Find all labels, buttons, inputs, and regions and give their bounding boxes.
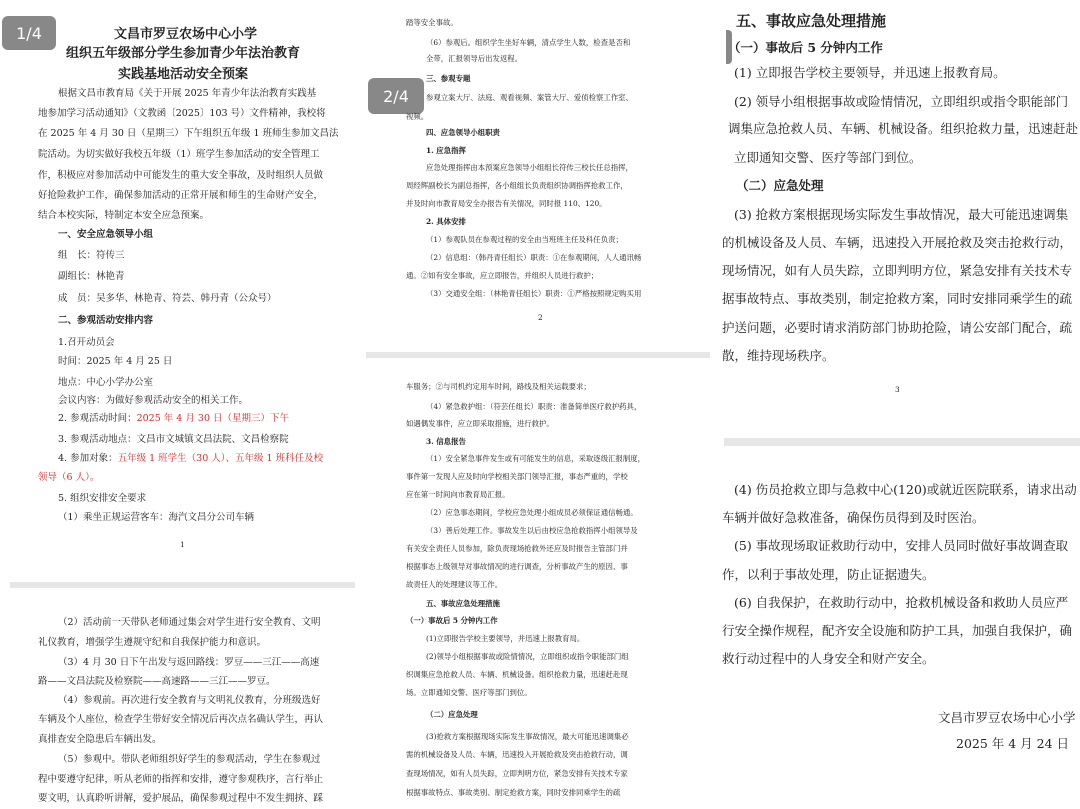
subheading-5-1: （一）事故后 5 分钟内工作 <box>406 616 498 625</box>
item-6-line: （6）参观后。组织学生坐好车辆，清点学生人数，检查是否和 <box>426 38 631 47</box>
middle-column <box>366 0 710 809</box>
measure-line-large: (1) 立即报告学校主要领导，并迅速上报教育局。 <box>734 65 1006 80</box>
page2-line: 要文明，认真聆听讲解，爱护展品，确保参观过程中不发生拥挤、踩 <box>38 793 324 804</box>
meeting-content: 会议内容：为做好参观活动安全的相关工作。 <box>58 395 249 406</box>
page-badge-2: 2/4 <box>368 78 424 114</box>
measure-line: 场。立即通知交警、医疗等部门到位。 <box>406 688 532 697</box>
section-heading-4: 四、应急领导小组职责 <box>426 128 500 137</box>
item-2 <box>58 410 289 424</box>
subheading-5-2-large: （二）应急处理 <box>736 178 824 193</box>
command-line: 并及时向市教育局安全办报告有关情况，同时报 110、120。 <box>406 199 607 208</box>
info-line: 事件第一发现人应及时向学校相关部门领导汇报，事态严重的，学校 <box>406 472 628 481</box>
subheading-5-2: （二）应急处理 <box>426 710 478 719</box>
item-4 <box>58 450 323 464</box>
page-separator <box>366 352 710 358</box>
doc-title-line1: 文昌市罗豆农场中心小学 <box>114 27 258 42</box>
arrangement-line: 通。②如有安全事故，应立即报告，并组织人员进行救护； <box>406 271 599 280</box>
measure-line-large: (2) 领导小组根据事故或险情情况，立即组织或指令职能部门 <box>734 94 1069 109</box>
item-6-line: 全带，汇报领导后出发返程。 <box>426 54 523 63</box>
item-3: 3. 参观活动地点：文昌市文城镇文昌法院、文昌检察院 <box>58 434 289 445</box>
item-4-label: 4. 参加对象： <box>58 453 118 464</box>
measure-line: 根据事故特点、事故类别、制定抢救方案，同时安排同乘学生的疏 <box>406 788 621 797</box>
measure-line-large: (6) 自我保护，在救助行动中，抢救机械设备和救助人员应严 <box>734 595 1069 610</box>
transport-line: 车服务；②与司机约定用车时间，路线及相关运载要求； <box>406 382 591 391</box>
info-line: （2）应急事态期间，学校应急处理小组成员必须保证通信畅通。 <box>426 508 638 517</box>
vice-leader-line: 副组长：林艳青 <box>58 271 125 282</box>
page2-line: 车辆及个人座位，检查学生带好安全情况后再次点名确认学生，再认 <box>38 714 324 725</box>
page-number-2: 2 <box>538 313 543 322</box>
measure-line-large: (3) 抢救方案根据现场实际发生事故情况，最大可能迅速调集 <box>734 207 1069 222</box>
page2-line: （2）活动前一天带队老师通过集会对学生进行安全教育、文明 <box>58 617 321 628</box>
item-5: 5. 组织安排安全要求 <box>58 493 147 504</box>
meeting-time: 时间：2025 年 4 月 25 日 <box>58 356 173 367</box>
rescue-line: （4）紧急救护组：（符芸任组长）职责：准备简单医疗救护药具， <box>426 402 642 411</box>
measure-line-large: 的机械设备及人员、车辆，迅速投入开展抢救及突击抢救行动， <box>722 235 1073 250</box>
item-4-value: 五年级 1 班学生（30 人）、五年级 1 班科任及校 <box>117 453 324 464</box>
signature-date: 2025 年 4 月 24 日 <box>956 736 1070 751</box>
measure-line-large: 行安全操作规程，配齐安全设施和防护工具，加强自我保护，确 <box>722 623 1073 638</box>
arrangement-line: （3）交通安全组：（林艳青任组长）职责：①严格按照规定购买用 <box>426 289 642 298</box>
signature-organization: 文昌市罗豆农场中心小学 <box>938 710 1076 725</box>
page-number-1: 1 <box>180 540 185 549</box>
measure-line-large: 护送问题，必要时请求消防部门协助抢险，请公安部门配合，疏 <box>722 320 1073 335</box>
page2-line: 路——文昌法院及检察院——高速路——三江——罗豆。 <box>38 676 276 687</box>
info-line: 根据事态上级领导对事故情况的进行调查，分析事故产生的原因、事 <box>406 562 628 571</box>
measure-line-large: (5) 事故现场取证救助行动中，安排人员同时做好事故调查取 <box>734 538 1069 553</box>
section-heading-5: 五、事故应急处理措施 <box>426 599 500 608</box>
measure-line-large: 立即通知交警、医疗等部门到位。 <box>734 150 922 165</box>
item-1: 1.召开动员会 <box>58 337 115 348</box>
duty-1-heading: 1. 应急指挥 <box>426 146 466 155</box>
measure-line-large: 作，以利于事故处理，防止证据遗失。 <box>722 567 935 582</box>
item-2-value: 2025 年 4 月 30 日（星期三）下午 <box>136 413 290 424</box>
item-2-label: 2. 参观活动时间： <box>58 413 137 424</box>
page-number-3: 3 <box>895 385 900 394</box>
measure-line-large: (4) 伤员抢救立即与急救中心(120)或就近医院联系，请求出动 <box>734 482 1077 497</box>
intro-line: 在 2025 年 4 月 30 日（星期三）下午组织五年级 1 班师生参加文昌法 <box>38 128 339 139</box>
page2-line: 真排查安全隐患后车辆出发。 <box>38 734 162 745</box>
measure-line-large: 救行动过程中的人身安全和财产安全。 <box>722 651 935 666</box>
info-line: 有关安全责任人员参加，除负责现场抢救外还应及时报告主管部门并 <box>406 544 628 553</box>
info-line: （3）善后处理工作。事故发生以后由校应急抢救指挥小组领导及 <box>426 526 638 535</box>
measure-line-large: 散，维持现场秩序。 <box>722 348 835 363</box>
section-heading-5-large: 五、事故应急处理措施 <box>736 12 887 30</box>
measure-line-large: 车辆并做好急救准备，确保伤员得到及时医治。 <box>722 510 985 525</box>
measure-line: (2)领导小组根据事故或险情情况，立即组织或指令职能部门组 <box>426 652 629 661</box>
page2-line: 礼仪教育，增强学生遵规守纪和自我保护能力和意识。 <box>38 637 267 648</box>
duty-3-heading: 3. 信息报告 <box>426 437 466 446</box>
intro-line: 地参加学习活动通知》（文教函〔2025〕103 号）文件精神，我校将 <box>38 108 326 119</box>
intro-line: 结合本校实际，特制定本安全应急预案。 <box>38 210 210 221</box>
page2-line: （5）参观中。带队老师组织好学生的参观活动，学生在参观过 <box>58 754 321 765</box>
members-line: 成 员：吴多华、林艳青、符芸、韩丹青（公众号） <box>58 293 277 304</box>
page-separator <box>10 582 355 588</box>
topic-line: 参观立案大厅、法庭、观看视频、案管大厅、爱侦检察工作室、 <box>426 93 633 102</box>
intro-line: 根据文昌市教育局《关于开展 2025 年青少年法治教育实践基 <box>58 88 317 99</box>
measure-line: 需的机械设备及人员、车辆，迅速投入开展抢救及突击抢救行动，调 <box>406 750 628 759</box>
measure-line: (3)抢救方案根据现场实际发生事故情况，最大可能迅速调集必 <box>426 732 629 741</box>
rescue-line: 如遇偶发事件，应立即采取措施，进行救护。 <box>406 419 554 428</box>
item-5-1: （1）乘坐正规运营客车：海汽文昌分公司车辆 <box>58 512 255 523</box>
leader-line: 组 长：符传三 <box>58 250 125 261</box>
right-column <box>714 0 1080 809</box>
measure-line-large: 据事故特点、事故类别，制定抢救方案，同时安排同乘学生的疏 <box>722 291 1073 306</box>
measure-line: 织调集应急抢救人员、车辆、机械设备。组织抢救力量，迅速赶赴现 <box>406 670 628 679</box>
meeting-place: 地点：中心小学办公室 <box>58 377 154 388</box>
item-4-value-cont: 领导（6 人）。 <box>38 472 100 483</box>
arrangement-line: （1）参观队员在参观过程的安全由当班班主任及科任负责； <box>426 235 623 244</box>
command-line: 周经辉副校长为副总指挥，各小组组长负责组织协调指挥抢救工作， <box>406 181 628 190</box>
doc-title-line3: 实践基地活动安全预案 <box>118 67 249 82</box>
info-line: 应在第一时间向市教育局汇报。 <box>406 490 510 499</box>
section-heading-2: 二、参观活动安排内容 <box>58 315 154 326</box>
page-separator <box>724 438 1080 446</box>
info-line: 故责任人的处理建议等工作。 <box>406 580 503 589</box>
page2-line: 程中要遵守纪律，听从老师的指挥和安排，遵守参观秩序，言行举止 <box>38 774 324 785</box>
info-line: （1）安全紧急事件发生或有可能发生的信息，采取逐级汇报制度， <box>426 454 646 463</box>
measure-line: (1)立即报告学校主要领导，并迅速上报教育局。 <box>426 634 585 643</box>
topic-line: 视频。 <box>406 112 429 121</box>
section-heading-3: 三、参观专题 <box>426 74 471 83</box>
subheading-5-1-large: （一）事故后 5 分钟内工作 <box>728 40 883 55</box>
arrangement-line: （2）信息组：（韩丹青任组长）职责：①在参观期间，人人通讯畅 <box>426 253 642 262</box>
measure-line-large: 现场情况，如有人员失踪，立即判明方位，紧急安排有关技术专 <box>722 263 1073 278</box>
intro-line: 院活动。为切实做好我校五年级（1）班学生参加活动的安全管理工 <box>38 149 320 160</box>
duty-2-heading: 2. 具体安排 <box>426 217 466 226</box>
left-column <box>0 0 360 809</box>
page2-line: （3）4 月 30 日下午出发与返回路线：罗豆——三江——高速 <box>58 657 320 668</box>
doc-title-line2: 组织五年级部分学生参加青少年法治教育 <box>66 46 301 61</box>
intro-line: 好抢险救护工作，确保参加活动的正常开展和师生的生命财产安全， <box>38 190 324 201</box>
measure-line-large: 调集应急抢救人员、车辆、机械设备。组织抢救力量，迅速赶赴 <box>728 121 1079 136</box>
command-line: 应急处理指挥由本预案应急领导小组组长符传三校长任总指挥， <box>426 163 633 172</box>
intro-line: 作，积极应对参加活动中可能发生的重大安全事故，及时组织人员做 <box>38 170 324 181</box>
continued-line: 踏等安全事故。 <box>406 18 458 27</box>
section-heading-1: 一、安全应急领导小组 <box>58 229 154 240</box>
measure-line: 查现场情况，如有人员失踪，立即判明方位，紧急安排有关技术专家 <box>406 769 628 778</box>
page-badge-1: 1/4 <box>2 16 56 50</box>
page2-line: （4）参观前。再次进行安全教育与文明礼仪教育，分班级选好 <box>58 695 321 706</box>
